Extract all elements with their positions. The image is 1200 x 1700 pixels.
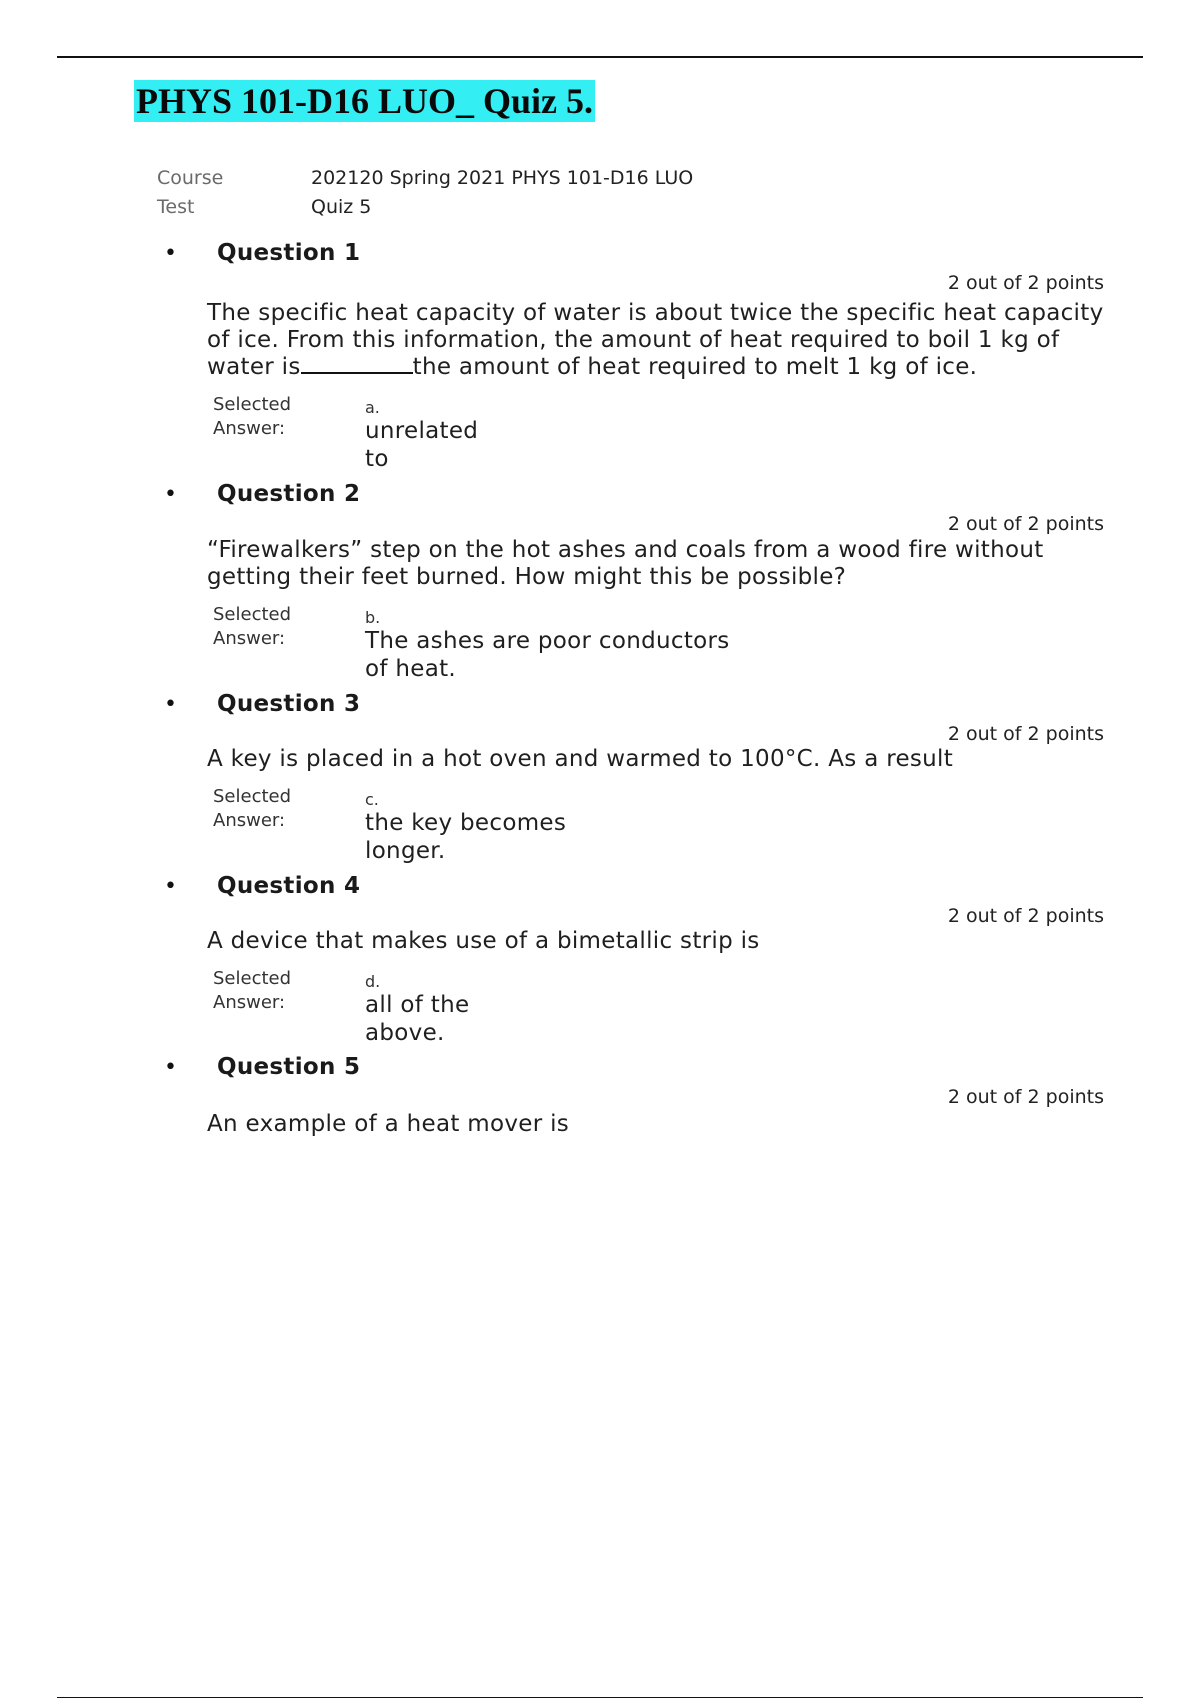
course-row [157, 164, 693, 193]
question-points: 2 out of 2 points [947, 513, 1104, 535]
question-text: “Firewalkers” step on the hot ashes and coals from a wood fire without getting their feet burned. How might this be possible? [207, 537, 1044, 590]
question-text-part2: the amount of heat required to melt 1 kg of ice. [412, 354, 978, 380]
selected-answer-label: Selected Answer: [213, 786, 292, 831]
answer-letter: a. [365, 398, 380, 417]
course-label: Course [157, 167, 224, 189]
question-points: 2 out of 2 points [947, 272, 1104, 294]
question-header [164, 691, 360, 717]
course-value: 202120 Spring 2021 PHYS 101-D16 LUO [311, 167, 694, 189]
question-title: Question 2 [216, 481, 361, 507]
selected-answer-label: Selected Answer: [213, 394, 292, 439]
bullet-icon: • [164, 481, 177, 507]
question-title: Question 1 [216, 240, 361, 266]
question-text: A key is placed in a hot oven and warmed to 100°C. As a result [207, 746, 954, 772]
bullet-icon: • [164, 1054, 177, 1080]
selected-answer-label: Selected Answer: [213, 604, 292, 649]
answer-letter: b. [365, 608, 381, 627]
quiz-meta [157, 164, 693, 222]
question-header [164, 1054, 360, 1080]
selected-answer: The ashes are poor conductors of heat. [365, 628, 730, 682]
question-header [164, 240, 360, 266]
question-header [164, 873, 360, 899]
answer-letter: c. [365, 790, 379, 809]
answer-letter: d. [365, 972, 381, 991]
question-title: Question 3 [216, 691, 361, 717]
question-text-part1: The specific heat capacity of water is about twice the specific heat capacity of ice. From this information, the amount of heat required to boil 1 kg of water is [207, 300, 1104, 380]
question-text [207, 300, 1122, 381]
answer-blank [301, 354, 413, 374]
question-text: A device that makes use of a bimetallic strip is [207, 928, 760, 954]
top-rule [57, 56, 1143, 58]
test-row [157, 193, 693, 222]
selected-answer: the key becomes longer. [365, 810, 567, 864]
question-title: Question 4 [216, 873, 361, 899]
question-header [164, 481, 360, 507]
selected-answer: unrelated to [365, 418, 479, 472]
test-label: Test [157, 196, 195, 218]
selected-answer: all of the above. [365, 992, 470, 1046]
page-title: PHYS 101-D16 LUO_ Quiz 5. [136, 81, 594, 121]
bullet-icon: • [164, 240, 177, 266]
bullet-icon: • [164, 691, 177, 717]
question-points: 2 out of 2 points [947, 723, 1104, 745]
bullet-icon: • [164, 873, 177, 899]
question-points: 2 out of 2 points [947, 1086, 1104, 1108]
selected-answer-label: Selected Answer: [213, 968, 292, 1013]
question-points: 2 out of 2 points [947, 905, 1104, 927]
question-title: Question 5 [216, 1054, 361, 1080]
bottom-rule [57, 1697, 1143, 1698]
test-value: Quiz 5 [311, 196, 372, 218]
question-text: An example of a heat mover is [207, 1111, 570, 1137]
